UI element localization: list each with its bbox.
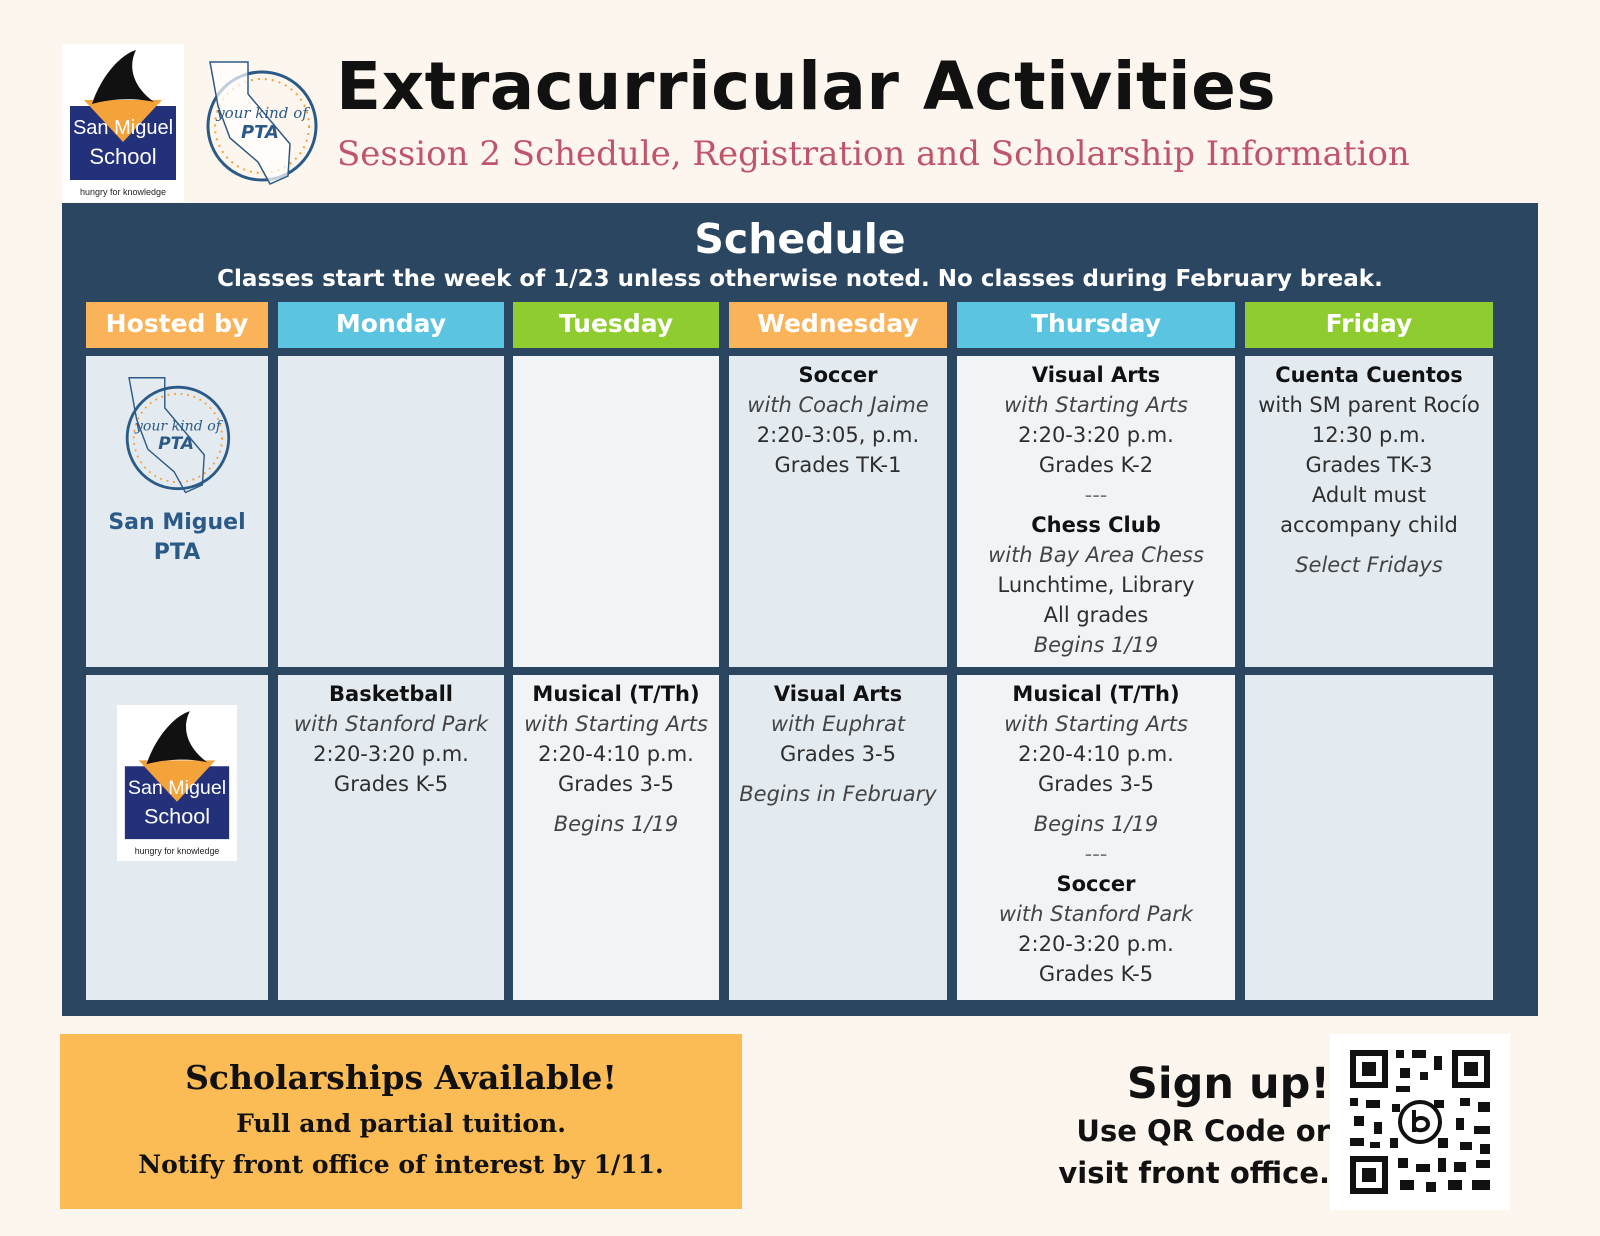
activity-name: Soccer <box>798 363 878 387</box>
san-miguel-school-logo <box>62 44 184 202</box>
activity-instructor: with SM parent Rocío <box>1258 393 1480 417</box>
activity-instructor: with Bay Area Chess <box>988 543 1204 567</box>
svg-text:PTA: PTA <box>240 122 280 143</box>
activity-grades: Grades K-5 <box>333 772 449 796</box>
signup-heading: Sign up! <box>1126 1059 1330 1109</box>
page-subtitle: Session 2 Schedule, Registration and Scholarship Information <box>337 134 1410 174</box>
activity-name: Musical (T/Th) <box>532 682 700 706</box>
separator: --- <box>1084 842 1108 866</box>
activity-note: Select Fridays <box>1295 553 1443 577</box>
activity-time: 2:20-3:05, p.m. <box>756 423 920 447</box>
activity-time: 2:20-3:20 p.m. <box>1018 423 1174 447</box>
activity-grades: Grades 3-5 <box>1038 772 1154 796</box>
page-title: Extracurricular Activities <box>336 48 1277 125</box>
cell-school-tuesday <box>513 675 719 1000</box>
scholarship-line1: Full and partial tuition. <box>236 1109 566 1138</box>
cell-pta-friday <box>1245 356 1493 667</box>
activity-instructor: with Starting Arts <box>1004 712 1188 736</box>
activity-instructor: with Starting Arts <box>524 712 708 736</box>
cell-pta-monday <box>278 356 504 667</box>
signup-line2: visit front office. <box>1058 1156 1330 1190</box>
scholarship-line2: Notify front office of interest by 1/11. <box>138 1150 664 1179</box>
header-hosted-by: Hosted by <box>86 302 268 348</box>
header-friday: Friday <box>1245 302 1493 348</box>
scholarship-box <box>60 1034 742 1209</box>
activity-grades: All grades <box>1043 603 1149 627</box>
host-name-pta: San Miguel PTA <box>108 510 246 565</box>
activity-name: Musical (T/Th) <box>1012 682 1180 706</box>
header-wednesday: Wednesday <box>729 302 947 348</box>
activity-name: Soccer <box>1056 872 1136 896</box>
header-tuesday: Tuesday <box>513 302 719 348</box>
activity-name: Chess Club <box>1031 513 1161 537</box>
svg-text:your kind of: your kind of <box>134 418 221 435</box>
cell-pta-tuesday <box>513 356 719 667</box>
activity-time: 2:20-4:10 p.m. <box>1018 742 1174 766</box>
scholarship-heading: Scholarships Available! <box>185 1058 617 1097</box>
cell-pta-wednesday <box>729 356 947 667</box>
activity-time: 12:30 p.m. <box>1311 423 1427 447</box>
qr-code-icon[interactable] <box>1330 1034 1510 1210</box>
activity-name: Basketball <box>329 682 453 706</box>
activity-grades: Grades TK-1 <box>774 453 902 477</box>
activity-grades: Grades 3-5 <box>780 742 896 766</box>
pta-logo-small <box>117 374 237 500</box>
activity-name: Visual Arts <box>773 682 903 706</box>
cell-pta-thursday <box>957 356 1235 667</box>
host-cell-pta <box>86 356 268 667</box>
schedule-note: Classes start the week of 1/23 unless otherwise noted. No classes during February break. <box>217 266 1383 292</box>
activity-instructor: with Stanford Park <box>998 902 1194 926</box>
activity-note: Begins 1/19 <box>1033 633 1159 657</box>
svg-text:hungry for knowledge: hungry for knowledge <box>134 845 220 856</box>
signup-block <box>1058 1058 1330 1194</box>
activity-name: Visual Arts <box>1031 363 1161 387</box>
host-cell-school <box>86 675 268 1000</box>
svg-text:School: School <box>143 803 211 829</box>
activity-instructor: with Euphrat <box>770 712 906 736</box>
cell-school-thursday <box>957 675 1235 1000</box>
activity-grades: Grades K-5 <box>1038 962 1154 986</box>
separator: --- <box>1084 483 1108 507</box>
svg-text:PTA: PTA <box>158 433 194 454</box>
activity-time: 2:20-4:10 p.m. <box>538 742 694 766</box>
cell-school-wednesday <box>729 675 947 1000</box>
signup-line1: Use QR Code or <box>1076 1114 1330 1148</box>
activity-instructor: with Starting Arts <box>1004 393 1188 417</box>
activity-grades: Grades 3-5 <box>558 772 674 796</box>
svg-text:your kind of: your kind of <box>216 104 308 122</box>
cell-school-friday <box>1245 675 1493 1000</box>
svg-text:San Miguel: San Miguel <box>72 117 174 139</box>
activity-note: Begins in February <box>739 782 937 806</box>
cell-school-monday <box>278 675 504 1000</box>
svg-text:San Miguel: San Miguel <box>127 776 227 799</box>
activity-note: Begins 1/19 <box>553 812 679 836</box>
activity-name: Cuenta Cuentos <box>1275 363 1463 387</box>
activity-instructor: with Coach Jaime <box>747 393 929 417</box>
header-monday: Monday <box>278 302 504 348</box>
san-miguel-school-logo-small <box>117 705 237 861</box>
activity-instructor: with Stanford Park <box>293 712 489 736</box>
activity-time: 2:20-3:20 p.m. <box>1018 932 1174 956</box>
activity-grades: Grades TK-3 <box>1305 453 1433 477</box>
activity-note: Begins 1/19 <box>1033 812 1159 836</box>
schedule-title: Schedule <box>694 215 906 263</box>
activity-time: Lunchtime, Library <box>997 573 1195 597</box>
pta-logo <box>200 58 322 192</box>
header-thursday: Thursday <box>957 302 1235 348</box>
schedule-panel <box>62 203 1538 1016</box>
svg-text:School: School <box>89 144 157 169</box>
activity-time: 2:20-3:20 p.m. <box>313 742 469 766</box>
svg-text:hungry for knowledge: hungry for knowledge <box>79 187 167 197</box>
activity-extra: Adult must accompany child <box>1280 483 1458 537</box>
activity-grades: Grades K-2 <box>1038 453 1154 477</box>
